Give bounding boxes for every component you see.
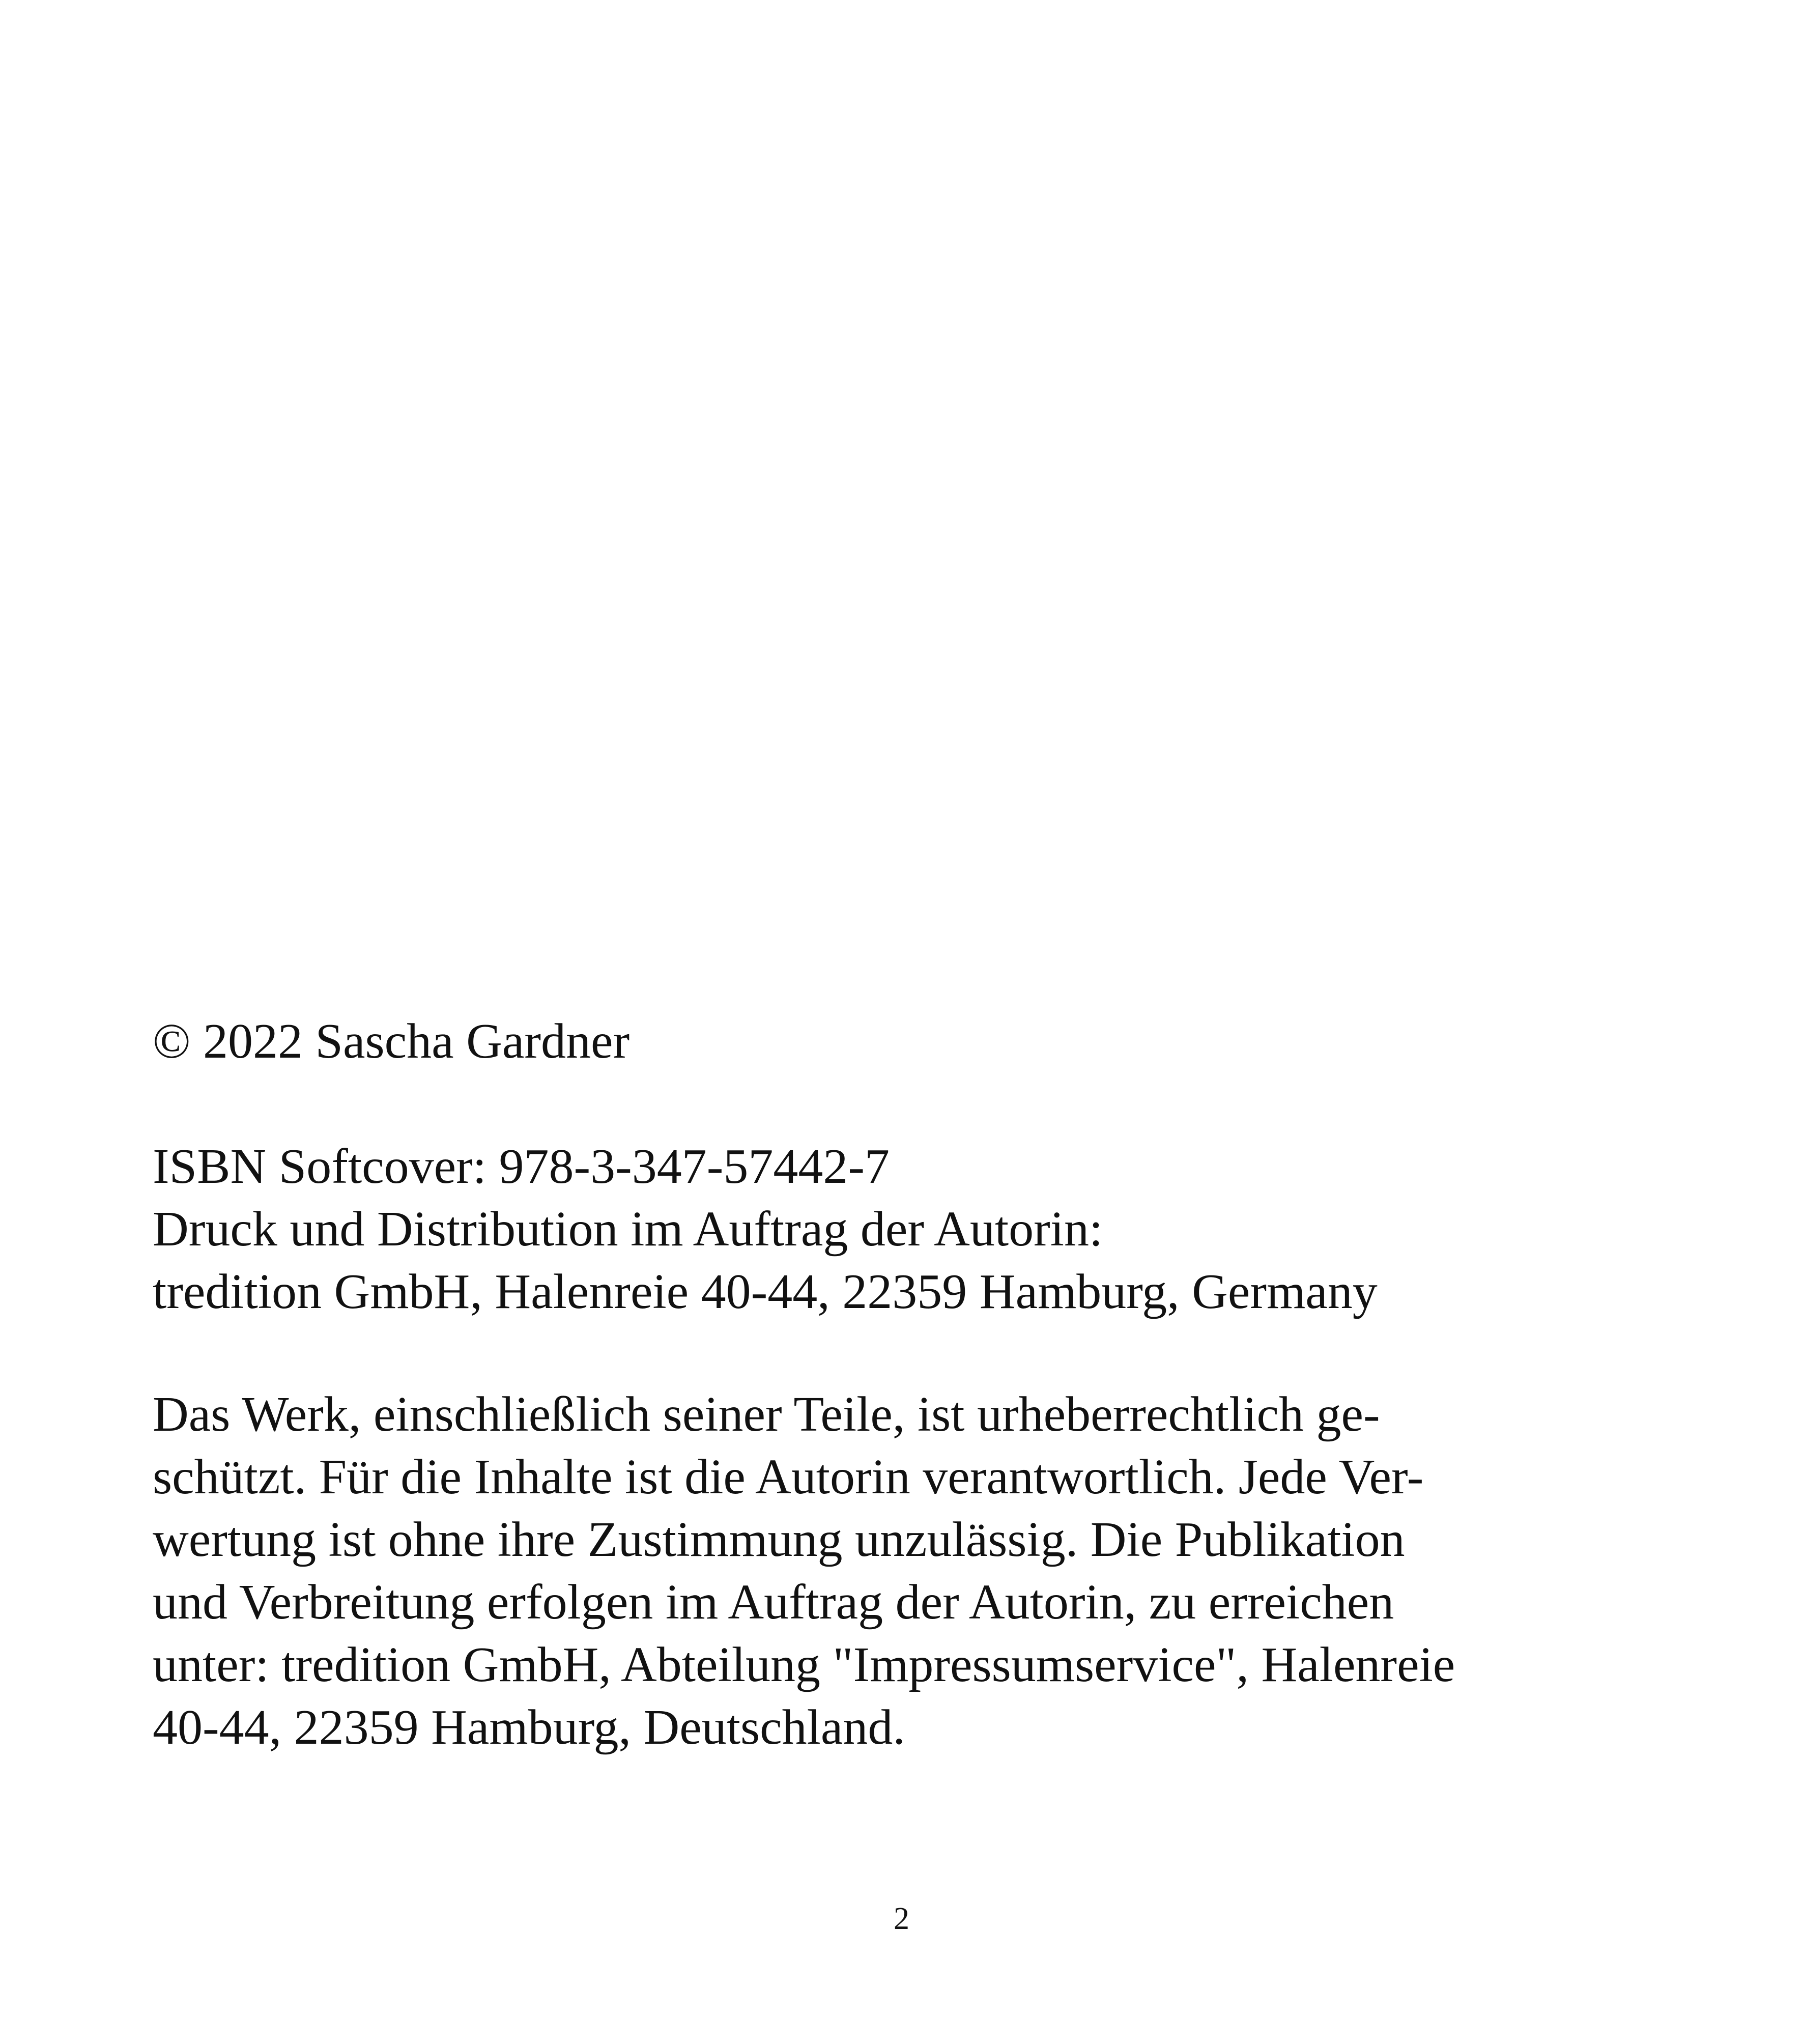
legal-notice-line: unter: tredition GmbH, Abteilung "Impressumservice", Halenreie — [153, 1637, 1455, 1692]
copyright-line: © 2022 Sascha Gardner — [153, 1014, 630, 1069]
legal-notice-line: Das Werk, einschließlich seiner Teile, ist urheberrechtlich ge- — [153, 1387, 1380, 1442]
legal-notice-line: wertung ist ohne ihre Zustimmung unzulässig. Die Publikation — [153, 1512, 1405, 1567]
print-distribution-line: Druck und Distribution im Auftrag der Autorin: — [153, 1202, 1103, 1257]
legal-notice-line: schützt. Für die Inhalte ist die Autorin verantwortlich. Jede Ver- — [153, 1450, 1424, 1504]
imprint-block — [153, 1010, 1659, 1759]
legal-notice-line: 40-44, 22359 Hamburg, Deutschland. — [153, 1700, 905, 1755]
isbn-line: ISBN Softcover: 978-3-347-57442-7 — [153, 1139, 890, 1194]
page-number: 2 — [894, 1901, 909, 1936]
publisher-address-line: tredition GmbH, Halenreie 40-44, 22359 Hamburg, Germany — [153, 1264, 1378, 1319]
legal-notice — [153, 1383, 1659, 1759]
legal-notice-line: und Verbreitung erfolgen im Auftrag der Autorin, zu erreichen — [153, 1575, 1394, 1630]
spacer — [153, 1323, 1659, 1383]
spacer — [153, 1073, 1659, 1135]
